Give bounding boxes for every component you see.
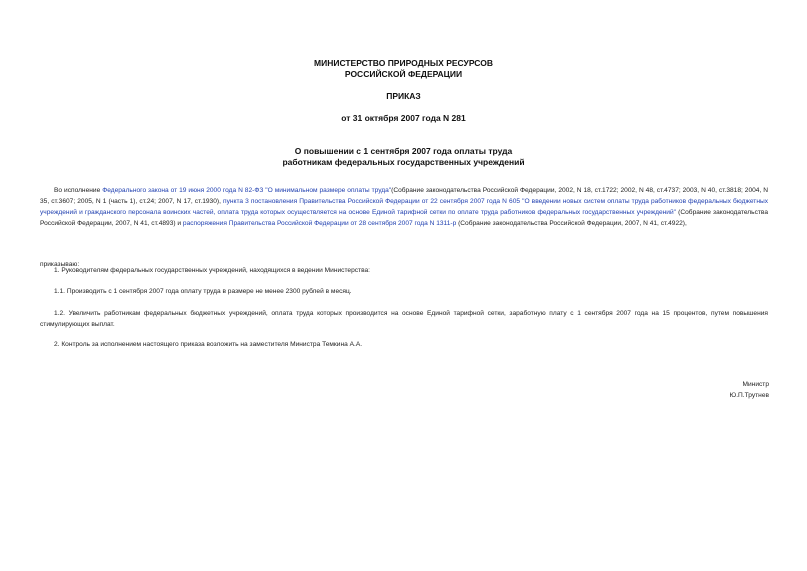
- item-1-2: 1.2. Увеличить работникам федеральных бюджетных учреждений, оплата труда которых производится на основе Единой тарифной сетки, заработную плату с 1 сентября 2007 года на 15 процентов, путем повышения стимулирующих выплат.: [40, 310, 768, 328]
- preamble-paragraph: [40, 185, 768, 229]
- ministry-line-1: МИНИСТЕРСТВО ПРИРОДНЫХ РЕСУРСОВ: [314, 58, 493, 68]
- preamble-source-3: (Собрание законодательства Российской Федерации, 2007, N 41, ст.4922),: [456, 220, 687, 227]
- item-1: 1. Руководителям федеральных государственных учреждений, находящихся в ведении Министерства:: [54, 267, 370, 274]
- signature-name: Ю.П.Трутнев: [729, 392, 769, 399]
- government-order-link[interactable]: распоряжения Правительства Российской Федерации от 28 сентября 2007 года N 1311-р: [182, 220, 457, 227]
- preamble-source-2: (Собрание законодательства Российской Федерации, 2007, N 41, ст.4893) и: [40, 209, 768, 227]
- document-date: от 31 октября 2007 года N 281: [341, 113, 466, 123]
- document-title-line-2: работникам федеральных государственных учреждений: [282, 157, 525, 167]
- government-resolution-link[interactable]: пункта 3 постановления Правительства Российской Федерации от 22 сентября 2007 года N 605 "О введении новых систем оплаты труда работников федеральных бюджетных учреждений и гражданского персонала воинских частей, оплата труда которых осуществляется на основе Единой тарифной сетки по оплате труда работников федеральных государственных учреждений": [40, 198, 768, 216]
- document-type: ПРИКАЗ: [386, 91, 421, 101]
- item-1-1: 1.1. Производить с 1 сентября 2007 года оплату труда в размере не менее 2300 рублей в месяц.: [54, 288, 352, 295]
- item-2: 2. Контроль за исполнением настоящего приказа возложить на заместителя Министра Темкина А.А.: [54, 341, 363, 348]
- federal-law-link[interactable]: Федерального закона от 19 июня 2000 года N 82-ФЗ "О минимальном размере оплаты труда": [102, 187, 392, 194]
- document-title-line-1: О повышении с 1 сентября 2007 года оплаты труда: [294, 146, 513, 156]
- ministry-line-2: РОССИЙСКОЙ ФЕДЕРАЦИИ: [344, 69, 463, 79]
- preamble-intro: Во исполнение: [54, 187, 103, 194]
- preamble-source-1: (Собрание законодательства Российской Федерации, 2002, N 18, ст.1722; 2002, N 48, ст.4737; 2003, N 40, ст.3818; 2004, N 35, ст.3607; 2005, N 1 (часть 1), ст.24; 2007, N 17, ст.1930),: [40, 187, 769, 205]
- signature-position: Министр: [742, 381, 769, 388]
- order-word: приказываю:: [40, 261, 80, 268]
